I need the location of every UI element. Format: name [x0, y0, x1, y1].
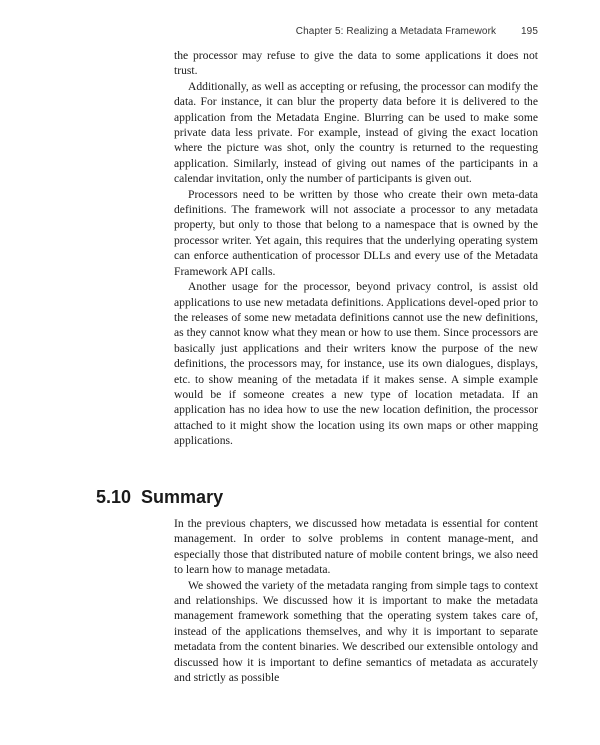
summary-body-text: [174, 516, 538, 685]
running-head: [296, 26, 538, 37]
paragraph: Another usage for the processor, beyond privacy control, is assist old applications to use new metadata definitions. Applications devel-oped prior to the releases of some new metadata definitions cannot use the new definitions, as they cannot know what they mean or how to use them. Since processors are basically just applications and their writers know the purpose of the new definitions, the processors may, for instance, use its own dialogues, displays, etc. to show meaning of the metadata if it makes sense. A simple example would be if someone creates a new type of location metadata. If an application has no idea how to use the new location definition, the processor attached to it might show the location using its own maps or other mapping applications.: [174, 280, 538, 448]
section-number: 5.10: [96, 487, 132, 507]
body-text-continuation: [174, 48, 538, 449]
running-head-chapter: Chapter 5: Realizing a Metadata Framework: [295, 26, 497, 37]
paragraph: Additionally, as well as accepting or refusing, the processor can modify the data. For instance, it can blur the property data before it is delivered to the application from the Metadata Engine. Blurring can be used to make some private data less private. For example, instead of giving the exact location where the picture was shot, only the country is returned to the requesting application. Similarly, instead of giving out names of the participants in a calendar invitation, only the number of participants is given out.: [174, 79, 538, 186]
paragraph: We showed the variety of the metadata ranging from simple tags to context and relationships. We discussed how it is important to make the metadata management framework something that the operating system takes care of, instead of the applications themselves, and why it is important to separate metadata from the content binaries. We described our extensible ontology and discussed how it is important to define semantics of metadata as accurately and strictly as possible: [174, 578, 538, 685]
paragraph: In the previous chapters, we discussed how metadata is essential for content management. In order to solve problems in content manage-ment, and especially those that distributed nature of mobile content brings, we also need to learn how to manage metadata.: [174, 517, 538, 577]
section-heading: [96, 487, 223, 508]
paragraph: Processors need to be written by those who create their own meta-data definitions. The framework will not associate a processor to any metadata property, but only to those that belong to a namespace that is owned by the processor writer. Yet again, this requires that the underlying operating system can enforce authentication of processor DLLs and every use of the Metadata Framework API calls.: [174, 187, 538, 278]
page-number: 195: [521, 26, 538, 37]
paragraph-continued: the processor may refuse to give the data to some applications it does not trust.: [174, 49, 538, 78]
section-title: Summary: [141, 487, 224, 507]
